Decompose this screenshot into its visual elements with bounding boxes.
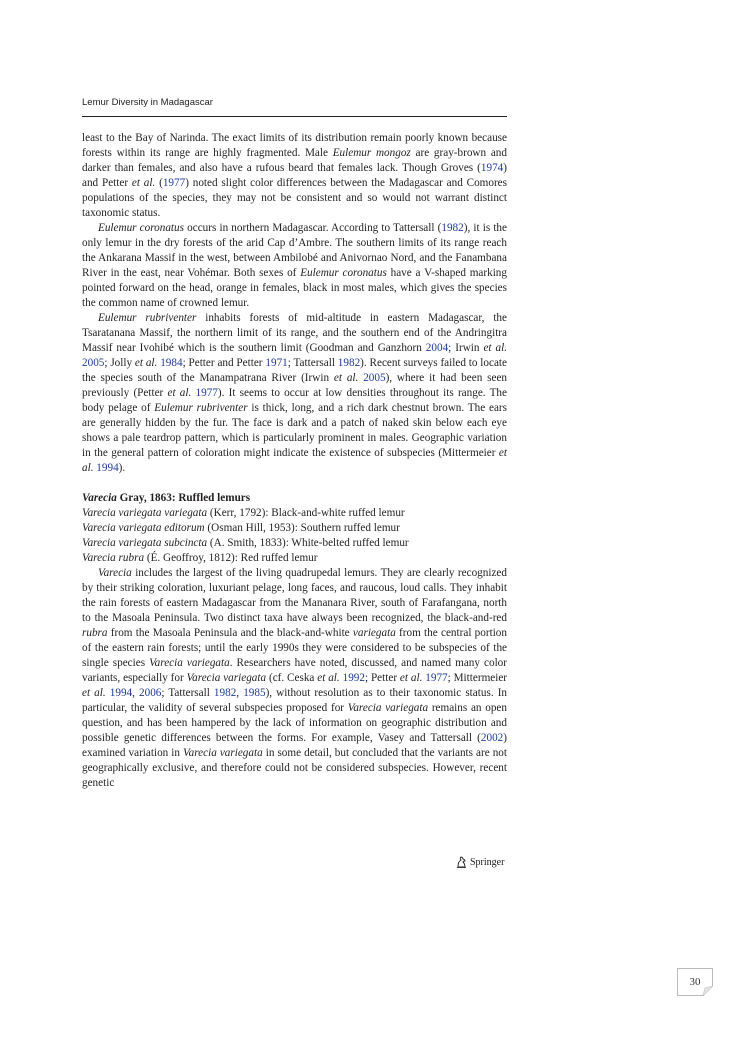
- text-run: ; Jolly: [104, 357, 135, 369]
- text-run: ). Recent surveys failed to locate the species south of the Manampatrana River (Irwin: [82, 357, 508, 384]
- taxon-entry: [82, 506, 507, 521]
- text-run: ), it is the only lemur in the dry forests of the arid Cap d’Ambre. The southern limits of its range reach the Ankarana Massif in the west, between Ambilobé and Anivornao Nord, and the Fanambana River in the east, near Vohémar. Both sexes of: [82, 222, 507, 279]
- italic-term: Eulemur rubriventer: [98, 312, 197, 324]
- text-run: ). It seems to occur at low densities throughout its range. The body pelage of: [82, 387, 507, 414]
- text-run: are gray-brown and darker than females, and also have a rufous beard that females lack. Though Groves (: [82, 147, 507, 174]
- citation-link[interactable]: 1982: [441, 222, 464, 234]
- text-run: ; Irwin: [448, 342, 484, 354]
- italic-term: Varecia variegata: [149, 657, 230, 669]
- text-run: ).: [118, 462, 126, 474]
- italic-term: Varecia variegata variegata: [82, 507, 208, 519]
- publisher-name: Springer: [470, 856, 505, 868]
- text-run: ), where it had been seen previously (Petter: [82, 372, 508, 399]
- citation-link[interactable]: 1994: [109, 687, 133, 699]
- italic-term: Varecia rubra: [82, 552, 145, 564]
- taxon-entry: [82, 536, 507, 551]
- text-run: in some detail, but concluded that the variants are not geographically exclusive, and therefore could not be considered subspecies. However, recent genetic: [82, 747, 508, 789]
- text-run: ,: [236, 687, 244, 699]
- text-run: includes the largest of the living quadrupedal lemurs. They are clearly recognized by their striking coloration, luxuriant pelage, long faces, and raucous, loud calls. They inhabit the rain forests of eastern Madagascar from the Mananara River, south of Farafangana, north to the Masoala Peninsula. Two distinct taxa have always been recognized, the black-and-red: [82, 567, 507, 624]
- text-run: (É. Geoffroy, 1812): Red ruffed lemur: [144, 552, 318, 564]
- paragraph-eulemur-coronatus: [82, 221, 507, 311]
- text-run: ) examined variation in: [82, 732, 507, 759]
- citation-link[interactable]: 1984: [160, 357, 183, 369]
- italic-term: et al.: [317, 672, 340, 684]
- text-run: ; Petter and Petter: [182, 357, 266, 369]
- italic-term: Eulemur rubriventer: [154, 402, 248, 414]
- text-run: (cf. Ceska: [266, 672, 318, 684]
- italic-term: Eulemur coronatus: [98, 222, 184, 234]
- italic-term: et al.: [333, 372, 359, 384]
- italic-term: Varecia variegata: [186, 672, 267, 684]
- text-run: least to the Bay of Narinda. The exact limits of its distribution remain poorly known because forests within its range are highly fragmented. Male: [82, 132, 507, 159]
- text-run: inhabits forests of mid-altitude in eastern Madagascar, the Tsaratanana Massif, the northern limit of its range, and the southern end of the Andringitra Massif near Ivohibé which is the southern limit (Goodman and Ganzhorn: [82, 312, 507, 354]
- text-run: remains an open question, and has been hampered by the lack of information on geographic distribution and possible genetic differences between the forms. For example, Vasey and Tattersall (: [82, 702, 507, 744]
- citation-link[interactable]: 2004: [425, 342, 449, 354]
- text-run: from the Masoala Peninsula and the black-and-white: [107, 627, 353, 639]
- citation-link[interactable]: 2005: [82, 357, 105, 369]
- italic-term: Varecia variegata: [347, 702, 429, 714]
- citation-link[interactable]: 1994: [96, 462, 119, 474]
- citation-link[interactable]: 1992: [342, 672, 365, 684]
- text-run: Gray, 1863: Ruffled lemurs: [116, 492, 251, 504]
- italic-term: Eulemur coronatus: [300, 267, 387, 279]
- section-gap: [82, 476, 507, 491]
- paragraph-varecia: [82, 566, 507, 791]
- citation-link[interactable]: 1985: [243, 687, 266, 699]
- text-run: (A. Smith, 1833): White-belted ruffed lemur: [207, 537, 409, 549]
- text-run: have a V-shaped marking pointed forward on the head, orange in females, black in most males, which gives the species the common name of crowned lemur.: [82, 267, 507, 309]
- italic-term: et al.: [134, 357, 158, 369]
- page-curl-icon: [703, 986, 713, 996]
- italic-term: Eulemur mongoz: [332, 147, 411, 159]
- citation-link[interactable]: 1971: [265, 357, 288, 369]
- taxon-entry: [82, 521, 507, 536]
- text-run: ; Mittermeier: [447, 672, 508, 684]
- text-run: ; Tattersall: [161, 687, 214, 699]
- italic-term: Varecia variegata subcincta: [82, 537, 208, 549]
- italic-term: et al.: [82, 687, 106, 699]
- citation-link[interactable]: 1982: [213, 687, 237, 699]
- italic-term: et al.: [82, 447, 507, 474]
- citation-link[interactable]: 2002: [480, 732, 504, 744]
- text-run: (: [155, 177, 163, 189]
- text-run: (Osman Hill, 1953): Southern ruffed lemur: [204, 522, 400, 534]
- italic-term: Varecia variegata editorum: [82, 522, 205, 534]
- text-run: is thick, long, and a rich dark chestnut brown. The ears are generally hidden by the fur. The face is dark and a patch of naked skin below each eye shows a pale teardrop pattern, which is particularly prominent in males. Geographic variation in the general pattern of coloration might indicate the existence of subspecies (Mittermeier: [82, 402, 507, 459]
- text-run: from the central portion of the eastern rain forests; until the early 1990s they were considered to be subspecies of the single species: [82, 627, 507, 669]
- italic-term: Varecia variegata: [183, 747, 263, 759]
- paragraph-eulemur-rubriventer: [82, 311, 507, 476]
- citation-link[interactable]: 2006: [139, 687, 162, 699]
- text-run: ,: [132, 687, 140, 699]
- citation-link[interactable]: 1974: [480, 162, 504, 174]
- text-run: (Kerr, 1792): Black-and-white ruffed lemur: [207, 507, 405, 519]
- citation-link[interactable]: 1977: [162, 177, 186, 189]
- italic-term: rubra: [82, 627, 108, 639]
- header-rule: [82, 116, 507, 117]
- italic-term: Varecia: [82, 492, 117, 504]
- citation-link[interactable]: 1977: [195, 387, 218, 399]
- text-run: ) noted slight color differences between the Madagascar and Comores populations of the species, they may not be consistent and so would not warrant distinct taxonomic status.: [82, 177, 507, 219]
- section-heading-varecia: [82, 491, 507, 506]
- citation-link[interactable]: 1977: [425, 672, 448, 684]
- text-run: . Researchers have noted, discussed, and named many color variants, especially for: [82, 657, 507, 684]
- italic-term: variegata: [352, 627, 396, 639]
- paragraph-eulemur-mongoz: [82, 131, 507, 221]
- page-number: 30: [677, 968, 713, 996]
- taxon-entry: [82, 551, 507, 566]
- italic-term: et al.: [399, 672, 423, 684]
- italic-term: et al.: [483, 342, 507, 354]
- citation-link[interactable]: 1982: [337, 357, 361, 369]
- text-run: ; Tattersall: [287, 357, 338, 369]
- text-run: ; Petter: [364, 672, 400, 684]
- citation-link[interactable]: 2005: [363, 372, 386, 384]
- text-run: occurs in northern Madagascar. According to Tattersall (: [184, 222, 442, 234]
- text-run: ) and Petter: [82, 162, 507, 189]
- italic-term: et al.: [167, 387, 192, 399]
- text-run: ), without resolution as to their taxonomic status. In particular, the validity of several subspecies proposed for: [82, 687, 508, 714]
- article-body: [82, 131, 507, 791]
- italic-term: Varecia: [98, 567, 132, 579]
- running-head: Lemur Diversity in Madagascar: [82, 97, 213, 108]
- italic-term: et al.: [131, 177, 156, 189]
- springer-horse-icon: [456, 856, 467, 868]
- publisher-logo: [456, 856, 504, 868]
